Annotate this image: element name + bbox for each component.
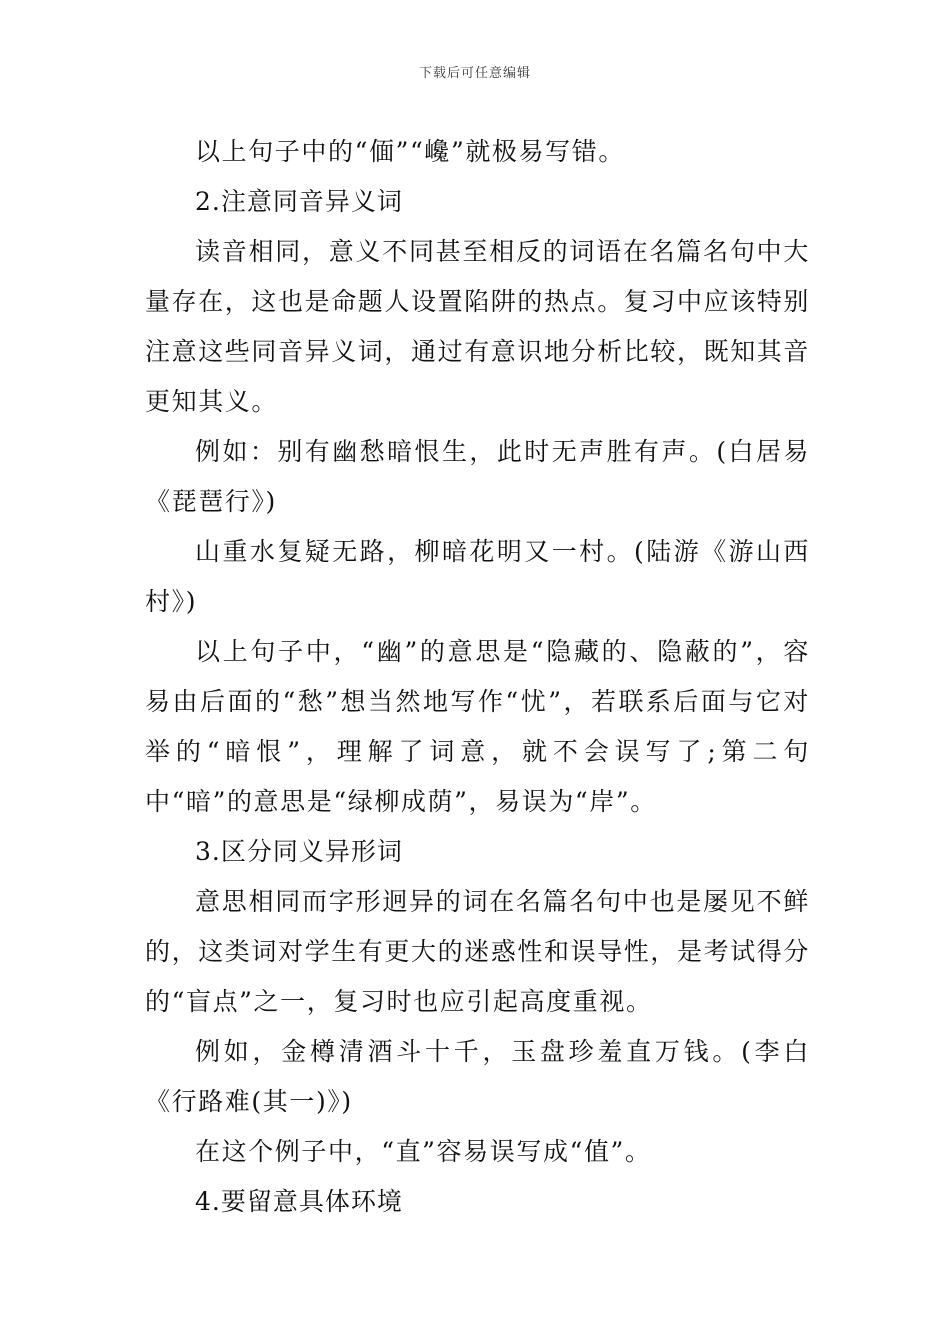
- section-heading-4: 4.要留意具体环境: [195, 1187, 403, 1216]
- paragraph-1: 以上句子中的“偭”“巉”就极易写错。: [195, 137, 625, 166]
- paragraph-example-3-note: 在这个例子中，“直”容易误写成“值”。: [195, 1137, 652, 1166]
- paragraph-analysis: 以上句子中，“幽”的意思是“隐藏的、隐蔽的”，容易由后面的“愁”想当然地写作“忧”，若联系后面与它对举的“暗恨”，理解了词意，就不会误写了;第二句中“暗”的意思是“绿柳成荫”，易误为“岸”。: [145, 637, 810, 816]
- paragraph-example-1: 例如：别有幽愁暗恨生，此时无声胜有声。(白居易《琵琶行》): [145, 437, 810, 516]
- paragraph-3: 意思相同而字形迥异的词在名篇名句中也是屡见不鲜的，这类词对学生有更大的迷惑性和误导性，是考试得分的“盲点”之一，复习时也应引起高度重视。: [145, 887, 811, 1016]
- paragraph-example-2: 山重水复疑无路，柳暗花明又一村。(陆游《游山西村》): [145, 537, 810, 616]
- page-header-note: 下载后可任意编辑: [418, 66, 531, 81]
- document-body: [145, 127, 810, 1227]
- paragraph-2: 读音相同，意义不同甚至相反的词语在名篇名句中大量存在，这也是命题人设置陷阱的热点。复习中应该特别注意这些同音异义词，通过有意识地分析比较，既知其音更知其义。: [145, 237, 811, 416]
- section-heading-2: 2.注意同音异义词: [195, 187, 403, 216]
- section-heading-3: 3.区分同义异形词: [195, 837, 403, 866]
- paragraph-example-3: 例如，金樽清酒斗十千，玉盘珍羞直万钱。(李白《行路难(其一)》): [145, 1037, 810, 1116]
